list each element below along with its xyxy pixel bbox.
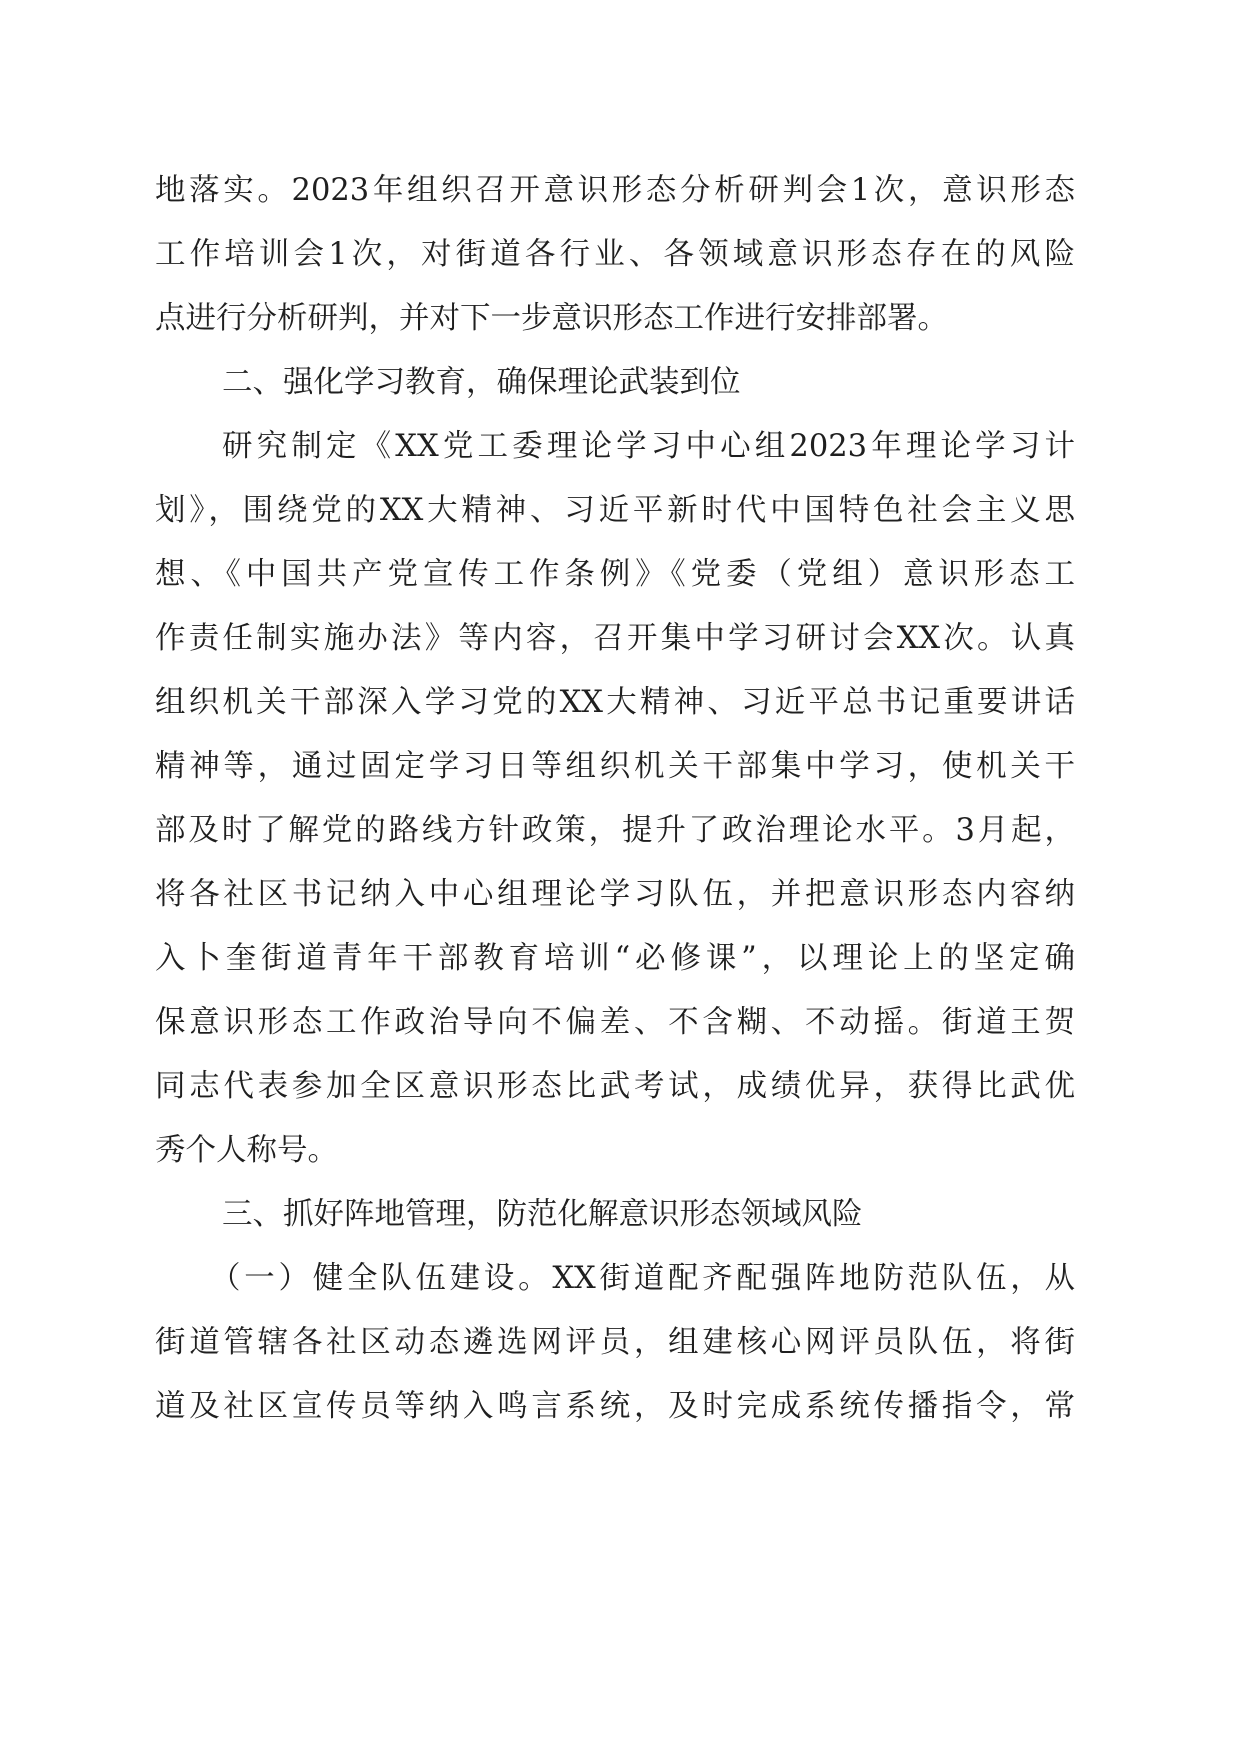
paragraph-line: 将各社区书记纳入中心组理论学习队伍，并把意识形态内容纳 [155, 877, 1075, 912]
section-heading: 三、抓好阵地管理，防范化解意识形态领域风险 [222, 1197, 863, 1232]
paragraph-line: 入卜奎街道青年干部教育培训“必修课”，以理论上的坚定确 [155, 941, 1075, 976]
section-heading: 二、强化学习教育，确保理论武装到位 [222, 365, 741, 400]
paragraph-line: 精神等，通过固定学习日等组织机关干部集中学习，使机关干 [155, 749, 1075, 784]
paragraph-line: 划》，围绕党的XX大精神、习近平新时代中国特色社会主义思 [155, 493, 1075, 528]
paragraph-line: 组织机关干部深入学习党的XX大精神、习近平总书记重要讲话 [155, 685, 1075, 720]
paragraph-line: 道及社区宣传员等纳入鸣言系统，及时完成系统传播指令，常 [155, 1389, 1075, 1424]
paragraph-line: 同志代表参加全区意识形态比武考试，成绩优异，获得比武优 [155, 1069, 1075, 1104]
paragraph-line: （一）健全队伍建设。XX街道配齐配强阵地防范队伍，从 [210, 1261, 1075, 1296]
paragraph-line: 部及时了解党的路线方针政策，提升了政治理论水平。3月起， [155, 813, 1075, 848]
paragraph-line: 点进行分析研判，并对下一步意识形态工作进行安排部署。 [155, 301, 948, 336]
paragraph-line: 想、《中国共产党宣传工作条例》《党委（党组）意识形态工 [155, 557, 1075, 592]
paragraph-line: 保意识形态工作政治导向不偏差、不含糊、不动摇。街道王贺 [155, 1005, 1075, 1040]
paragraph-line: 研究制定《XX党工委理论学习中心组2023年理论学习计 [222, 429, 1075, 464]
paragraph-line: 地落实。2023年组织召开意识形态分析研判会1次，意识形态 [155, 173, 1075, 208]
paragraph-line: 秀个人称号。 [155, 1133, 338, 1168]
paragraph-line: 街道管辖各社区动态遴选网评员，组建核心网评员队伍，将街 [155, 1325, 1075, 1360]
paragraph-line: 工作培训会1次，对街道各行业、各领域意识形态存在的风险 [155, 237, 1075, 272]
paragraph-line: 作责任制实施办法》等内容，召开集中学习研讨会XX次。认真 [155, 621, 1075, 656]
